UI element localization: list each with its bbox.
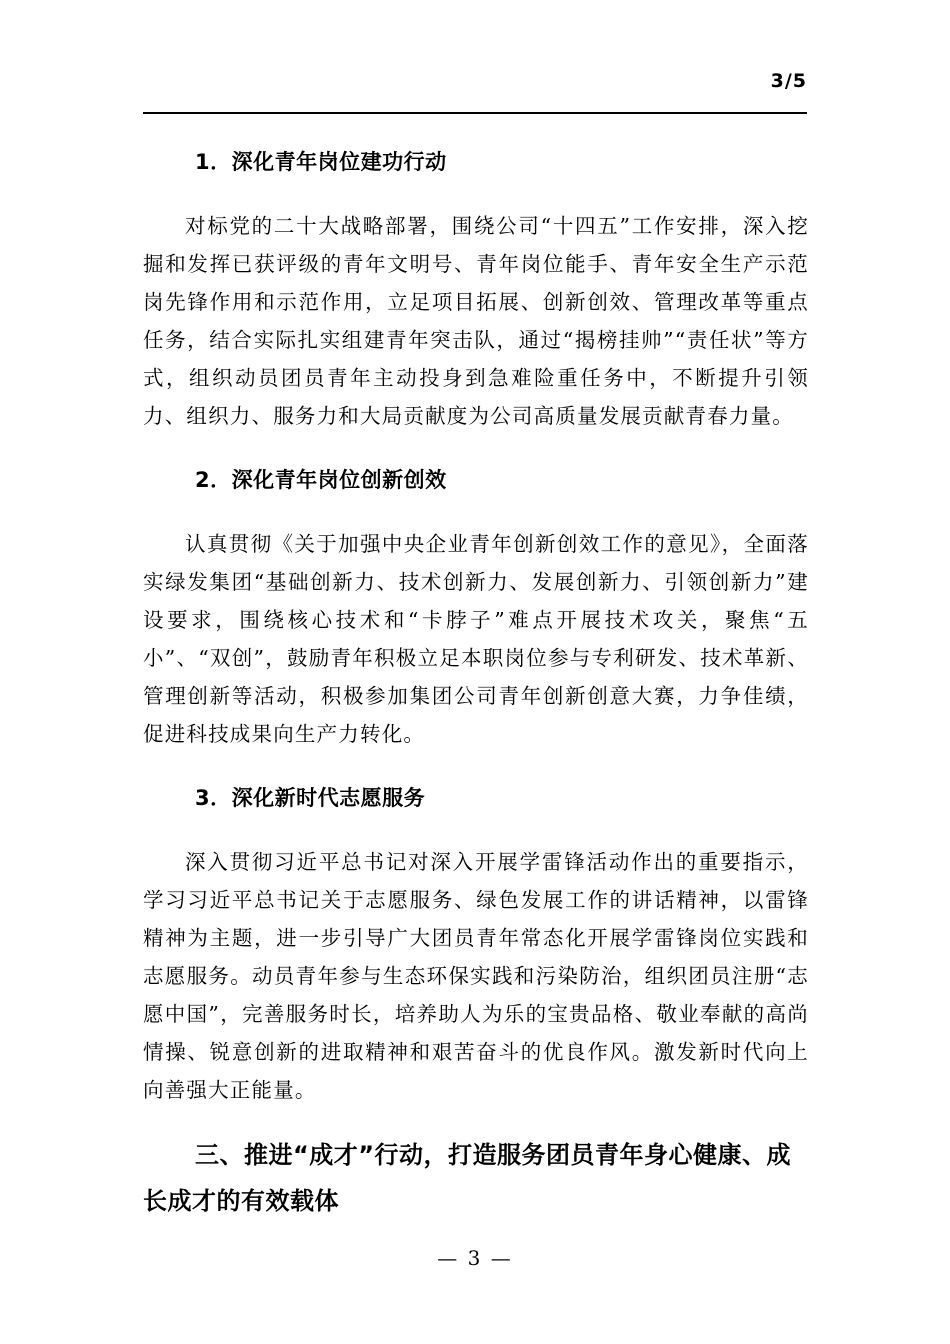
header-divider xyxy=(143,112,807,114)
section-paragraph-1: 对标党的二十大战略部署，围绕公司“十四五”工作安排，深入挖掘和发挥已获评级的青年文明号、青年岗位能手、青年安全生产示范岗先锋作用和示范作用，立足项目拓展、创新创效、管理改革等重点任务，结合实际扎实组建青年突击队，通过“揭榜挂帅”“责任状”等方式，组织动员团员青年主动投身到急难险重任务中，不断提升引领力、组织力、服务力和大局贡献度为公司高质量发展贡献青春力量。 xyxy=(143,214,809,428)
major-section-heading: 三、推进“成才”行动，打造服务团员青年身心健康、成长成才的有效载体 xyxy=(143,1141,792,1215)
section-heading-3: 3．深化新时代志愿服务 xyxy=(195,786,426,810)
page-counter: 3/5 xyxy=(770,70,807,92)
page-number: — 3 — xyxy=(437,1246,513,1270)
section-paragraph-3: 深入贯彻习近平总书记对深入开展学雷锋活动作出的重要指示，学习习近平总书记关于志愿服务、绿色发展工作的讲话精神，以雷锋精神为主题，进一步引导广大团员青年常态化开展学雷锋岗位实践和志愿服务。动员青年参与生态环保实践和污染防治，组织团员注册“志愿中国”，完善服务时长，培养助人为乐的宝贵品格、敬业奉献的高尚情操、锐意创新的进取精神和艰苦奋斗的优良作风。激发新时代向上向善强大正能量。 xyxy=(143,850,809,1102)
section-heading-2: 2．深化青年岗位创新创效 xyxy=(195,468,447,492)
document-body xyxy=(143,120,809,1224)
section-heading-1: 1．深化青年岗位建功行动 xyxy=(195,150,447,174)
section-paragraph-2: 认真贯彻《关于加强中央企业青年创新创效工作的意见》，全面落实绿发集团“基础创新力、技术创新力、发展创新力、引领创新力”建设要求，围绕核心技术和“卡脖子”难点开展技术攻关，聚焦“五小”、“双创”，鼓励青年积极立足本职岗位参与专利研发、技术革新、管理创新等活动，积极参加集团公司青年创新创意大赛，力争佳绩，促进科技成果向生产力转化。 xyxy=(143,532,809,746)
